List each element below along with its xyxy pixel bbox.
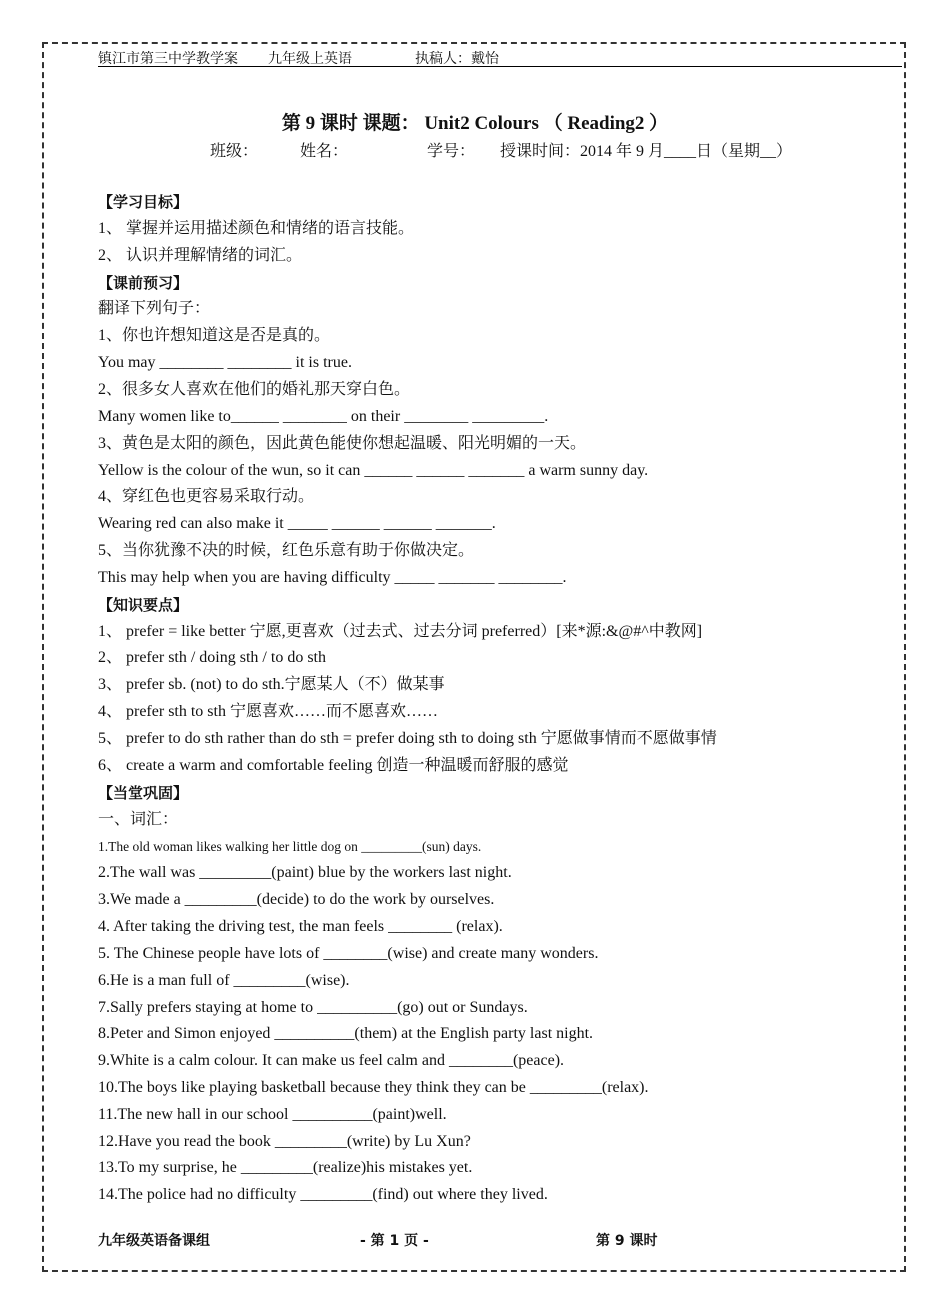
key-point-item: 6、 create a warm and comfortable feeling 创造一种温暖而舒服的感觉 <box>98 757 569 774</box>
exercise-item: 11.The new hall in our school __________(paint)well. <box>98 1106 447 1123</box>
key-point-item: 2、 prefer sth / doing sth / to do sth <box>98 649 326 666</box>
exercise-item: 1.The old woman likes walking her little dog on _________(sun) days. <box>98 839 482 854</box>
exercise-item: 3.We made a _________(decide) to do the work by ourselves. <box>98 891 495 908</box>
student-number-label: 学号： <box>427 143 476 160</box>
footer-lesson: 第 9 课时 <box>596 1233 658 1249</box>
translation-chinese: 2、很多女人喜欢在他们的婚礼那天穿白色。 <box>98 381 411 398</box>
translation-chinese: 1、你也许想知道这是否是真的。 <box>98 327 331 344</box>
translation-chinese: 4、穿红色也更容易采取行动。 <box>98 488 315 505</box>
section-heading-practice: 【当堂巩固】 <box>98 784 189 802</box>
exercise-item: 10.The boys like playing basketball because they think they can be _________(relax). <box>98 1079 649 1096</box>
exercise-item: 4. After taking the driving test, the man feels ________ (relax). <box>98 918 503 935</box>
key-point-item: 5、 prefer to do sth rather than do sth = prefer doing sth to doing sth 宁愿做事情而不愿做事情 <box>98 730 717 747</box>
exercise-item: 2.The wall was _________(paint) blue by the workers last night. <box>98 864 512 881</box>
footer-page-number: - 第 1 页 - <box>360 1233 429 1249</box>
translation-english: Wearing red can also make it _____ ______ ______ _______. <box>98 515 496 532</box>
section-heading-preview: 【课前预习】 <box>98 274 189 292</box>
exercise-item: 12.Have you read the book _________(write) by Lu Xun? <box>98 1133 471 1150</box>
exercise-item: 14.The police had no difficulty _________(find) out where they lived. <box>98 1186 548 1203</box>
page-header <box>98 46 902 67</box>
name-field-label: 姓名： <box>300 143 349 160</box>
class-field-label: 班级： <box>210 143 259 160</box>
exercise-item: 9.White is a calm colour. It can make us feel calm and ________(peace). <box>98 1052 565 1069</box>
exercise-item: 8.Peter and Simon enjoyed __________(them) at the English party last night. <box>98 1025 594 1042</box>
translation-english: This may help when you are having difficulty _____ _______ ________. <box>98 569 567 586</box>
objective-item: 1、 掌握并运用描述颜色和情绪的语言技能。 <box>98 220 415 237</box>
exercise-item: 13.To my surprise, he _________(realize)his mistakes yet. <box>98 1159 473 1176</box>
vocabulary-subheading: 一、词汇： <box>98 811 179 828</box>
translation-chinese: 5、当你犹豫不决的时候，红色乐意有助于你做决定。 <box>98 542 475 559</box>
key-point-item: 4、 prefer sth to sth 宁愿喜欢……而不愿喜欢…… <box>98 703 438 720</box>
key-point-item: 1、 prefer = like better 宁愿,更喜欢（过去式、过去分词 preferred）[来*源:&@#^中教网] <box>98 623 703 640</box>
preview-instruction: 翻译下列句子： <box>98 300 211 317</box>
section-heading-objectives: 【学习目标】 <box>98 193 189 211</box>
translation-english: You may ________ ________ it is true. <box>98 354 352 371</box>
translation-chinese: 3、黄色是太阳的颜色，因此黄色能使你想起温暖、阳光明媚的一天。 <box>98 435 587 452</box>
header-author: 执稿人：戴怡 <box>415 52 499 67</box>
translation-english: Many women like to______ ________ on their ________ _________. <box>98 408 549 425</box>
header-grade-subject: 九年级上英语 <box>268 52 352 67</box>
key-point-item: 3、 prefer sb. (not) to do sth.宁愿某人（不）做某事 <box>98 676 445 693</box>
footer-group: 九年级英语备课组 <box>98 1233 210 1249</box>
exercise-item: 6.He is a man full of _________(wise). <box>98 972 350 989</box>
exercise-item: 7.Sally prefers staying at home to __________(go) out or Sundays. <box>98 999 528 1016</box>
class-time-label: 授课时间：2014 年 9 月____日（星期__） <box>500 143 793 160</box>
translation-english: Yellow is the colour of the wun, so it can ______ ______ _______ a warm sunny day. <box>98 462 649 479</box>
section-heading-key-points: 【知识要点】 <box>98 596 189 614</box>
lesson-title: 第 9 课时 课题： Unit2 Colours （ Reading2 ） <box>281 113 669 134</box>
exercise-item: 5. The Chinese people have lots of ________(wise) and create many wonders. <box>98 945 599 962</box>
objective-item: 2、 认识并理解情绪的词汇。 <box>98 247 303 264</box>
header-school: 镇江市第三中学教学案 <box>98 52 238 67</box>
